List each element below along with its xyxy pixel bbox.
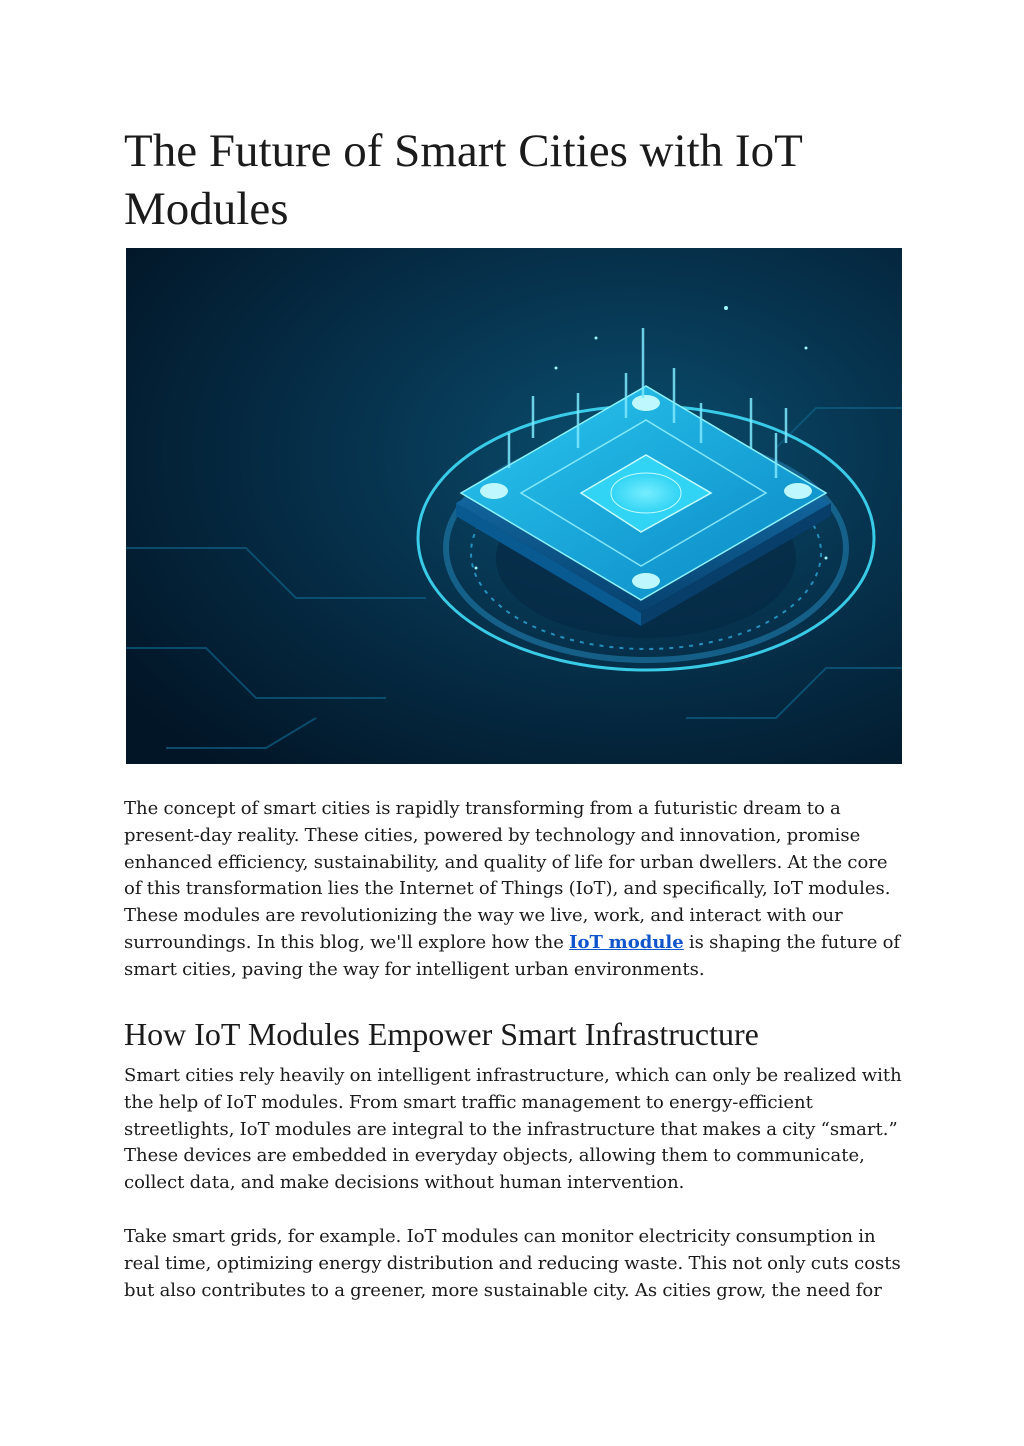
section-heading: How IoT Modules Empower Smart Infrastructure bbox=[124, 1016, 759, 1052]
hero-image bbox=[126, 248, 902, 764]
intro-text-before-link: The concept of smart cities is rapidly transforming from a futuristic dream to a present-day reality. These cities, powered by technology and innovation, promise enhanced efficiency, sustainability, and quality of life for urban dwellers. At the core of this transformation lies the Internet of Things (IoT), and specifically, IoT modules. These modules are revolutionizing the way we live, work, and interact with our surroundings. In this blog, we'll explore how the bbox=[124, 798, 891, 953]
body-paragraph-2: Take smart grids, for example. IoT modules can monitor electricity consumption in real time, optimizing energy distribution and reducing waste. This not only cuts costs but also contributes to a greener, more sustainable city. As cities grow, the need for bbox=[124, 1226, 901, 1301]
body-paragraph-1: Smart cities rely heavily on intelligent infrastructure, which can only be realized with the help of IoT modules. From smart traffic management to energy-efficient streetlights, IoT modules are integral to the infrastructure that makes a city “smart.” These devices are embedded in everyday objects, allowing them to communicate, collect data, and make decisions without human intervention. bbox=[124, 1065, 902, 1194]
article-title: The Future of Smart Cities with IoT Modules bbox=[124, 125, 802, 235]
intro-paragraph bbox=[124, 796, 904, 984]
intro-text-after-link: is shaping the future of smart cities, paving the way for intelligent urban environments. bbox=[124, 931, 901, 980]
iot-module-link[interactable]: IoT module bbox=[569, 931, 684, 953]
